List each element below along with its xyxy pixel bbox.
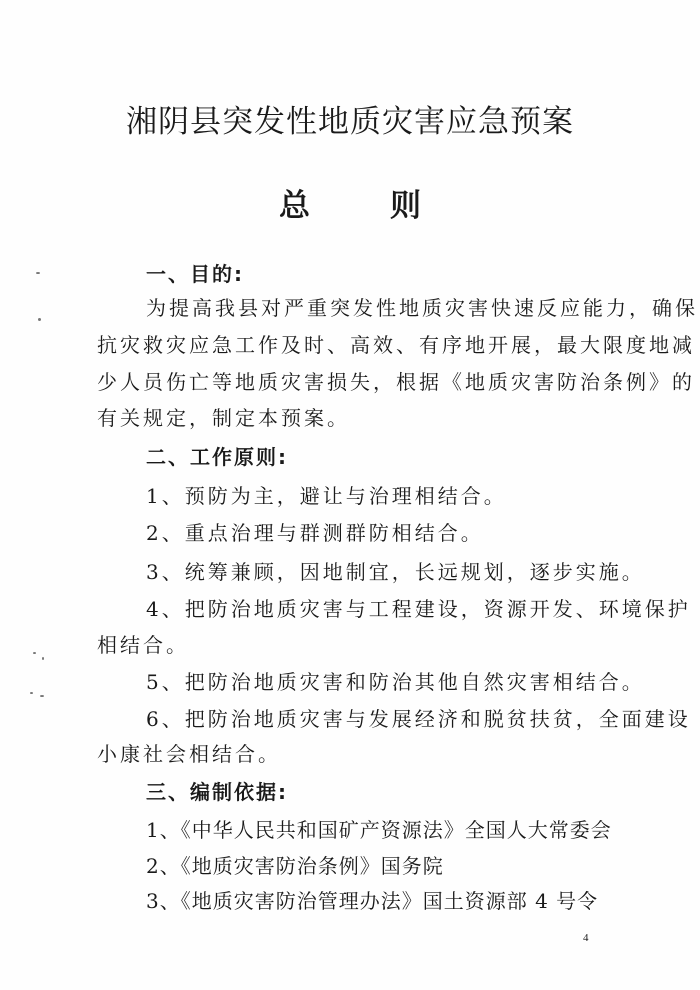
- list-item: 2、重点治理与群测群防相结合。: [146, 521, 484, 545]
- list-item: 3、统筹兼顾，因地制宜，长远规划，逐步实施。: [146, 560, 645, 584]
- heading-principles: 二、工作原则:: [146, 445, 288, 469]
- paragraph-line: 抗灾救灾应急工作及时、高效、有序地开展，最大限度地减: [97, 333, 695, 357]
- chapter-title-second: 则: [390, 188, 421, 224]
- list-item: 3、《地质灾害防治管理办法》国土资源部 4 号令: [146, 889, 599, 913]
- scan-speck: [40, 695, 44, 697]
- list-item: 1、《中华人民共和国矿产资源法》全国人大常委会: [146, 818, 612, 842]
- scan-speck: [38, 318, 41, 321]
- scan-speck: [33, 652, 36, 654]
- paragraph-line: 少人员伤亡等地质灾害损失，根据《地质灾害防治条例》的: [97, 370, 695, 394]
- list-item-continuation: 小康社会相结合。: [97, 742, 281, 766]
- chapter-title: [0, 180, 700, 225]
- document-title: 湘阴县突发性地质灾害应急预案: [126, 104, 574, 140]
- list-item: 4、把防治地质灾害与工程建设，资源开发、环境保护: [146, 597, 691, 621]
- list-item: 5、把防治地质灾害和防治其他自然灾害相结合。: [146, 670, 645, 694]
- list-item: 6、把防治地质灾害与发展经济和脱贫扶贫，全面建设: [146, 707, 691, 731]
- heading-purpose: 一、目的:: [146, 262, 244, 286]
- paragraph-line: 为提高我县对严重突发性地质灾害快速反应能力，确保: [146, 296, 698, 320]
- list-item: 2、《地质灾害防治条例》国务院: [146, 854, 444, 878]
- scan-speck: [36, 272, 40, 274]
- paragraph-line: 有关规定，制定本预案。: [97, 406, 350, 430]
- scan-speck: [42, 657, 44, 660]
- heading-basis: 三、编制依据:: [146, 780, 288, 804]
- list-item: 1、预防为主，避让与治理相结合。: [146, 484, 507, 508]
- page-number: 4: [583, 932, 589, 944]
- scan-speck: [30, 692, 33, 694]
- chapter-title-first: 总: [279, 188, 310, 224]
- list-item-continuation: 相结合。: [97, 633, 189, 657]
